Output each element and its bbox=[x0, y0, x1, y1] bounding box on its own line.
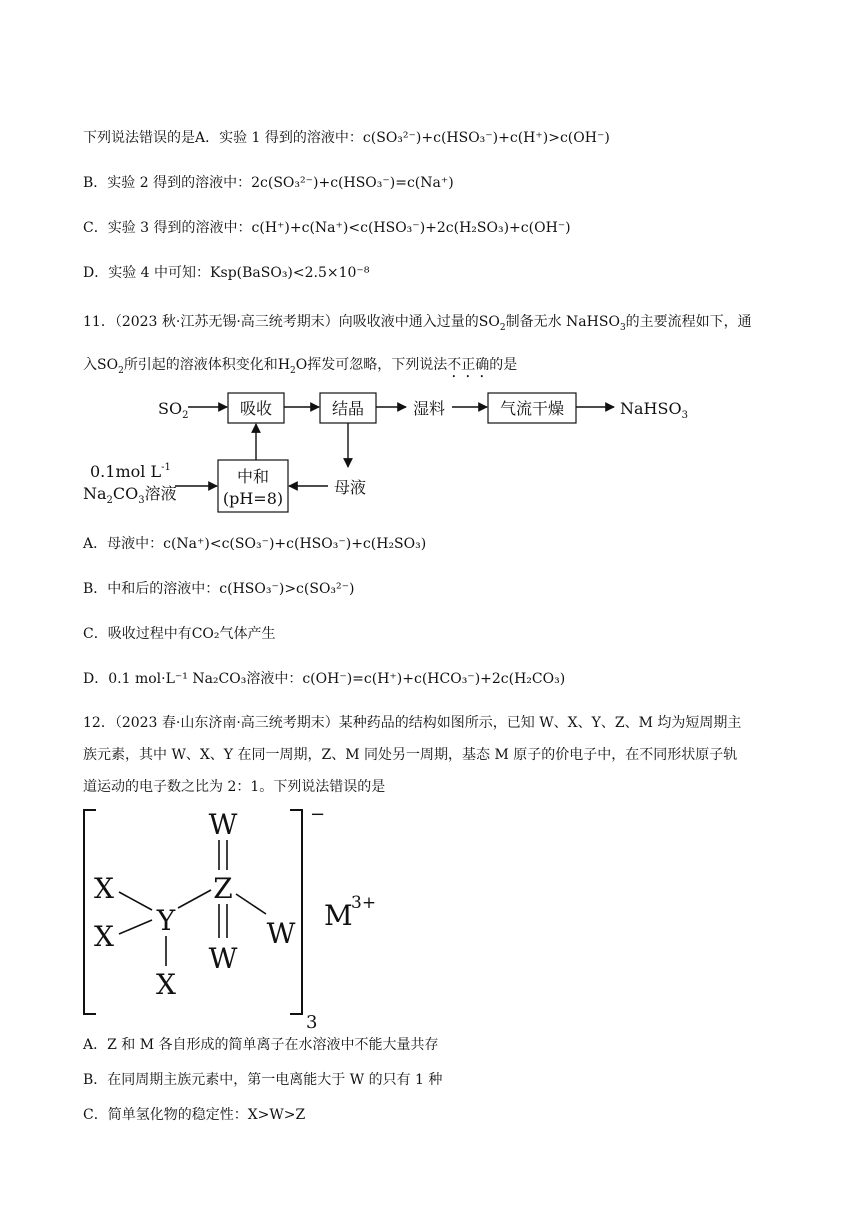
flow-product-label: NaHSO$_3$ bbox=[620, 399, 688, 421]
formula: c(SO₃²⁻)+c(HSO₃⁻)+c(H⁺)>c(OH⁻) bbox=[362, 130, 610, 146]
flow-wet-material-label: 湿料 bbox=[413, 399, 446, 418]
formula: Ksp(BaSO₃)<2.5×10⁻⁸ bbox=[210, 265, 370, 281]
q12-stem-line1: 12．（2023 春·山东济南·高三统考期末）某种药品的结构如图所示，已知 W、X、Y、Z、M 均为短周期主 bbox=[83, 715, 742, 731]
formula: 2c(SO₃²⁻)+c(HSO₃⁻)=c(Na⁺) bbox=[251, 175, 454, 191]
atom-x-lower: X bbox=[94, 920, 114, 953]
flow-drying-label: 气流干燥 bbox=[499, 399, 565, 418]
q11-option-a: A．母液中：c(Na⁺)<c(SO₃⁻)+c(HSO₃⁻)+c(H₂SO₃) bbox=[83, 536, 427, 552]
q10-option-a bbox=[83, 128, 610, 148]
process-flowchart bbox=[80, 385, 720, 520]
bond bbox=[119, 892, 152, 910]
stem-text: 入 bbox=[83, 357, 97, 373]
stem-text: 挥发可忽略，下列说法 bbox=[307, 357, 448, 373]
option-label: C．实验 3 得到的溶液中： bbox=[83, 220, 252, 236]
stem-text: 的是 bbox=[489, 357, 518, 373]
atom-w-top: W bbox=[208, 808, 238, 841]
q12-stem-line3: 道运动的电子数之比为 2：1。下列说法错误的是 bbox=[83, 779, 386, 795]
flow-na2co3-label: $Na_2CO_3$溶液 bbox=[83, 484, 177, 506]
option-label: D．实验 4 中可知： bbox=[83, 265, 211, 281]
q12-option-b: B．在同周期主族元素中，第一电离能大于 W 的只有 1 种 bbox=[83, 1072, 443, 1088]
question-source: 11．（2023 秋·江苏无锡·高三统考期末） bbox=[83, 314, 339, 330]
molecular-structure-diagram bbox=[78, 800, 408, 1030]
q12-stem-line2: 族元素，其中 W、X、Y 在同一周期，Z、M 同处另一周期，基态 M 原子的价电子中，在不同形状原子轨 bbox=[83, 747, 738, 763]
atom-x-bottom: X bbox=[156, 968, 176, 1001]
q10-option-b bbox=[83, 173, 454, 193]
atom-z: Z bbox=[213, 872, 233, 905]
stem-text: 的主要流程如下，通 bbox=[625, 314, 752, 330]
q12-option-a: A．Z 和 M 各自形成的简单离子在水溶液中不能大量共存 bbox=[83, 1037, 439, 1053]
flow-concentration-label: 0.1mol $L^{-1}$ bbox=[90, 462, 171, 481]
q12-option-c: C．简单氢化物的稳定性：X>W>Z bbox=[83, 1107, 306, 1123]
flow-mother-liquor-label: 母液 bbox=[334, 478, 367, 497]
left-bracket bbox=[84, 810, 96, 1014]
bond bbox=[236, 894, 266, 914]
atom-y: Y bbox=[156, 904, 176, 937]
formula: c(H⁺)+c(Na⁺)<c(HSO₃⁻)+2c(H₂SO₃)+c(OH⁻) bbox=[251, 220, 571, 236]
flow-absorb-label: 吸收 bbox=[239, 399, 273, 418]
anion-charge: − bbox=[310, 804, 326, 825]
stem-text: 制备无水 NaHSO bbox=[505, 314, 620, 330]
q11-stem-line1: 11．（2023 秋·江苏无锡·高三统考期末）向吸收液中通入过量的$SO_2$制备无水 NaHSO$_3$的主要流程如下，通 bbox=[83, 314, 752, 333]
atom-w-right: W bbox=[266, 917, 296, 950]
atom-w-bottom: W bbox=[208, 942, 238, 975]
q11-stem-line2: 入$SO_2$所引起的溶液体积变化和$H_2O$挥发可忽略，下列说法不正确的是 bbox=[83, 357, 518, 376]
cation-charge: 3+ bbox=[351, 893, 377, 913]
bond bbox=[119, 920, 152, 934]
q10-option-d bbox=[83, 263, 369, 283]
q11-option-b: B．中和后的溶液中：c(HSO₃⁻)>c(SO₃²⁻) bbox=[83, 581, 355, 597]
q11-option-c: C．吸收过程中有CO₂气体产生 bbox=[83, 626, 276, 642]
bond bbox=[178, 890, 211, 908]
q10-option-c bbox=[83, 218, 571, 238]
q11-option-d: D．0.1 mol·L⁻¹ Na₂CO₃溶液中：c(OH⁻)=c(H⁺)+c(HCO₃⁻)+2c(H₂CO₃) bbox=[83, 671, 566, 687]
atom-x-upper: X bbox=[94, 872, 114, 905]
cation-m: M bbox=[324, 899, 353, 932]
q10-intro: 下列说法错误的是 bbox=[83, 130, 195, 146]
flow-ph-label: (pH=8) bbox=[222, 489, 284, 508]
option-label: A．实验 1 得到的溶液中： bbox=[195, 130, 363, 146]
emphasis-text: 不正确 bbox=[447, 357, 490, 373]
flow-so2-label: $SO_2$ bbox=[158, 399, 189, 421]
flow-crystallize-label: 结晶 bbox=[331, 399, 365, 418]
stem-text: 向吸收液中通入过量的 bbox=[338, 314, 479, 330]
flow-neutralize-label: 中和 bbox=[236, 467, 270, 486]
option-label: B．实验 2 得到的溶液中： bbox=[83, 175, 252, 191]
anion-count: 3 bbox=[306, 1012, 318, 1030]
right-bracket bbox=[290, 810, 302, 1014]
stem-text: 所引起的溶液体积变化和 bbox=[123, 357, 278, 373]
